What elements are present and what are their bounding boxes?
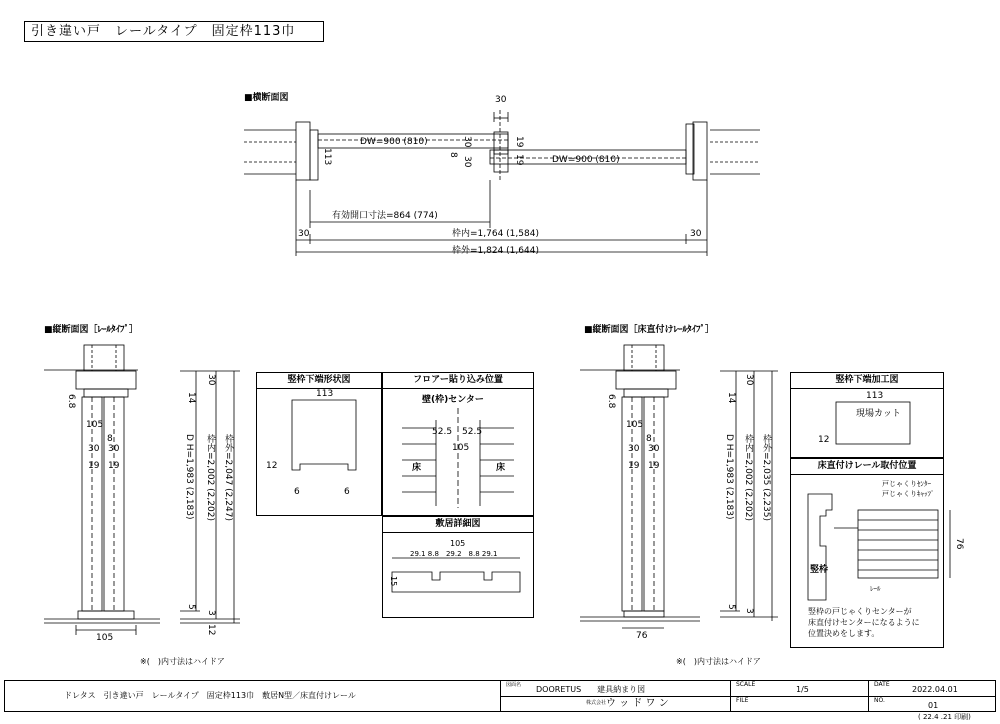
floor-left: 床	[412, 463, 422, 473]
shape-12: 12	[266, 461, 278, 471]
shape-6b: 6	[344, 487, 350, 497]
shape-6a: 6	[294, 487, 300, 497]
footer-no-label: NO.	[874, 697, 885, 704]
dim-8: 8	[448, 152, 458, 158]
vr-76: 76	[636, 631, 648, 641]
sill-105: 105	[450, 539, 466, 548]
rail-label1: 戸じゃくりｾﾝﾀｰ	[882, 480, 931, 488]
box-rail-header: 床直付けレール取付位置	[791, 459, 943, 475]
floor-center: 壁(枠)センター	[422, 395, 484, 405]
dim-dw-right: DW=900 (810)	[552, 155, 620, 165]
vl-8: 8	[107, 434, 113, 444]
vr-6-8: 6.8	[606, 394, 616, 409]
footer-company: ウ ッ ド ワ ン	[606, 698, 669, 709]
vl-30b: 30	[108, 444, 120, 454]
vl-5: 5	[186, 604, 196, 610]
dim-113: 113	[322, 148, 332, 166]
vr-outer: 枠外=2,035 (2,235)	[761, 434, 771, 521]
sill-15: 15	[389, 576, 398, 587]
dim-left30: 30	[298, 229, 310, 239]
section-vertical-right-title: ■縦断面図［床直付けﾚｰﾙﾀｲﾌﾟ］	[584, 325, 715, 335]
rail-note2: 床直付けセンターになるように	[808, 618, 920, 627]
vl-30top: 30	[206, 374, 216, 386]
floor-52-5a: 52.5	[432, 427, 453, 437]
vl-inner: 枠内=2,002 (2,202)	[205, 434, 215, 521]
rail-label: ﾚｰﾙ	[870, 585, 881, 593]
rail-note3: 位置決めをします。	[808, 629, 880, 638]
vr-14: 14	[726, 392, 736, 404]
dim-19b: 19	[514, 154, 524, 166]
floor-right: 床	[496, 463, 506, 473]
vl-note: ※( )内寸法はハイドア	[140, 657, 225, 666]
rail-76: 76	[954, 538, 964, 550]
footer-name-label: 図面名	[506, 682, 522, 688]
box-sill-header: 敷居詳細図	[383, 517, 533, 533]
vl-3: 3	[206, 610, 216, 616]
vl-dh: D H=1,983 (2,183)	[184, 434, 194, 520]
section-vertical-left-title: ■縦断面図［ﾚｰﾙﾀｲﾌﾟ］	[44, 325, 139, 335]
vr-30b: 30	[648, 444, 660, 454]
rail-note1: 竪枠の戸じゃくりセンターが	[808, 607, 912, 616]
dim-outer: 枠外=1,824 (1,644)	[452, 246, 539, 256]
floor-105: 105	[452, 443, 470, 453]
footer-date-label: DATE	[874, 681, 890, 688]
vr-30top: 30	[744, 374, 754, 386]
dim-30a: 30	[462, 136, 472, 148]
vl-14: 14	[186, 392, 196, 404]
footer-print: ( 22.4 .21 印刷)	[918, 713, 971, 721]
shape-113: 113	[316, 389, 334, 399]
process-12: 12	[818, 435, 830, 445]
floor-52-5b: 52.5	[462, 427, 483, 437]
box-shape-header: 竪枠下端形状図	[257, 373, 381, 389]
dim-inner: 枠内=1,764 (1,584)	[452, 229, 539, 239]
vl-105b: 105	[96, 633, 114, 643]
vr-8: 8	[646, 434, 652, 444]
drawing-title: 引き違い戸 レールタイプ 固定枠113巾	[24, 21, 324, 42]
process-cut: 現場カット	[856, 409, 901, 419]
vr-19b: 19	[648, 461, 660, 471]
process-113: 113	[866, 391, 884, 401]
footer-scale: 1/5	[796, 685, 809, 694]
dim-right30: 30	[690, 229, 702, 239]
dim-opening: 有効開口寸法=864 (774)	[332, 211, 438, 221]
dim-19a: 19	[514, 136, 524, 148]
footer-no: 01	[928, 701, 939, 710]
vl-105a: 105	[86, 420, 104, 430]
footer-name: DOORETUS 建具納まり図	[536, 685, 646, 694]
vr-30a: 30	[628, 444, 640, 454]
vr-dh: D H=1,983 (2,183)	[724, 434, 734, 520]
dim-30b: 30	[462, 156, 472, 168]
vr-19a: 19	[628, 461, 640, 471]
vl-6-8: 6.8	[66, 394, 76, 409]
vr-inner: 枠内=2,002 (2,202)	[743, 434, 753, 521]
dim-dw-left: DW=900 (810)	[360, 137, 428, 147]
vl-19a: 19	[88, 461, 100, 471]
footer-file-label: FILE	[736, 697, 749, 704]
dim-top-30: 30	[495, 95, 507, 105]
rail-label2: 戸じゃくりｷｬｯﾌﾟ	[882, 490, 935, 498]
footer-scale-label: SCALE	[736, 681, 756, 688]
rail-frame-label: 竪枠	[810, 565, 829, 575]
sill-dims: 29.1 8.8 29.2 8.8 29.1	[410, 550, 498, 558]
vr-5: 5	[726, 604, 736, 610]
vr-3: 3	[744, 608, 754, 614]
vl-19b: 19	[108, 461, 120, 471]
vl-30a: 30	[88, 444, 100, 454]
footer-company-label: 株式会社	[586, 700, 607, 706]
vr-note: ※( )内寸法はハイドア	[676, 657, 761, 666]
vl-outer: 枠外=2,047 (2,247)	[223, 434, 233, 521]
vr-105: 105	[626, 420, 644, 430]
section-horizontal-title: ■横断面図	[244, 93, 289, 103]
vl-12: 12	[206, 624, 216, 636]
footer-description: ドレタス 引き違い戸 レールタイプ 固定枠113巾 敷居N型／床直付けレール	[64, 691, 356, 700]
box-sill-detail	[382, 516, 534, 618]
box-process-header: 竪枠下端加工図	[791, 373, 943, 389]
box-floor-header: フロアー貼り込み位置	[383, 373, 533, 389]
footer-date: 2022.04.01	[912, 685, 958, 694]
